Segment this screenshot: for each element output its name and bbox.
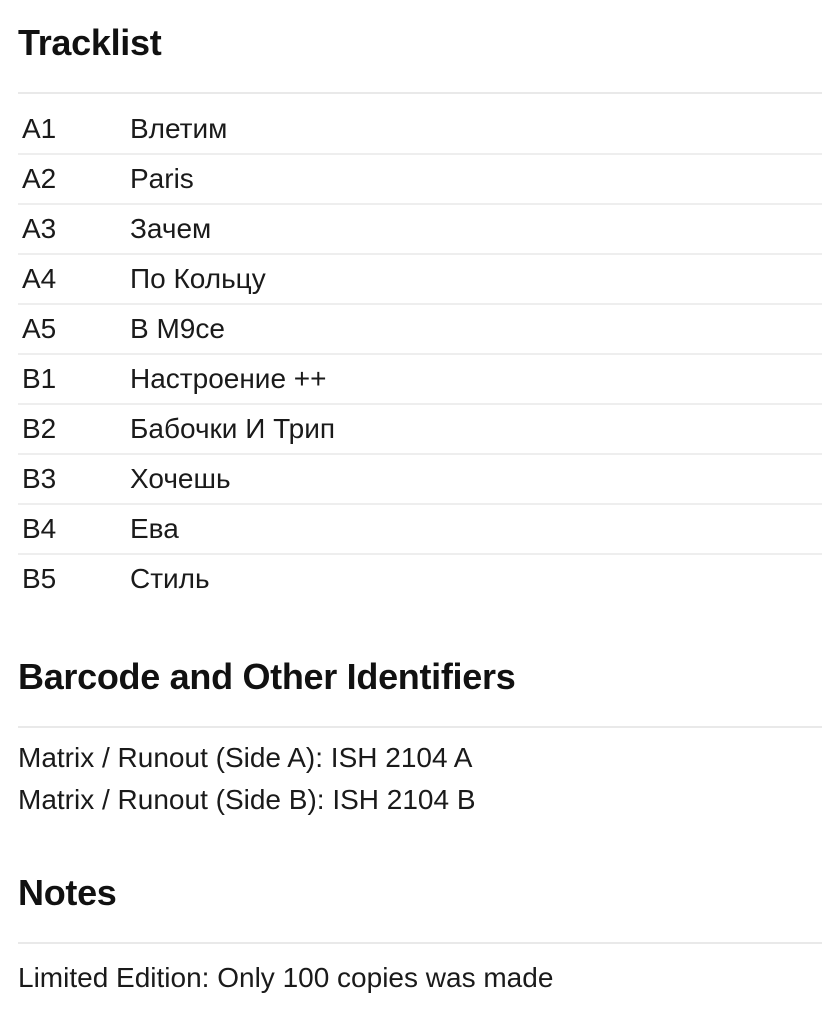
track-title[interactable]: Ева (130, 513, 179, 544)
notes-heading: Notes (18, 872, 117, 913)
barcode-heading: Barcode and Other Identifiers (18, 656, 516, 697)
identifier-list (18, 737, 822, 821)
track-position: A2 (22, 163, 57, 194)
track-position: A3 (22, 213, 57, 244)
matrix-runout-side-b: Matrix / Runout (Side B): ISH 2104 B (18, 784, 476, 815)
matrix-runout-side-a: Matrix / Runout (Side A): ISH 2104 A (18, 742, 473, 773)
track-title[interactable]: Зачем (130, 213, 212, 244)
track-title[interactable]: По Кольцу (130, 263, 266, 294)
track-position: A1 (22, 113, 57, 144)
tracklist-table (18, 105, 822, 603)
track-title[interactable]: Влетим (130, 113, 228, 144)
tracklist-divider (18, 92, 822, 94)
track-title[interactable]: Стиль (130, 563, 210, 594)
track-row[interactable] (18, 405, 822, 455)
track-position: A4 (22, 263, 57, 294)
track-position: B5 (22, 563, 57, 594)
barcode-divider (18, 726, 822, 728)
track-position: B4 (22, 513, 57, 544)
track-title[interactable]: Хочешь (130, 463, 231, 494)
track-position: B2 (22, 413, 57, 444)
track-title[interactable]: В М9се (130, 313, 225, 344)
track-row[interactable] (18, 505, 822, 555)
track-title[interactable]: Бабочки И Трип (130, 413, 336, 444)
track-title[interactable]: Paris (130, 163, 194, 194)
track-row[interactable] (18, 555, 822, 603)
notes-text: Limited Edition: Only 100 copies was made (18, 962, 554, 993)
track-row[interactable] (18, 205, 822, 255)
track-row[interactable] (18, 155, 822, 205)
track-position: B3 (22, 463, 57, 494)
track-title[interactable]: Настроение ++ (130, 363, 327, 394)
track-row[interactable] (18, 355, 822, 405)
track-row[interactable] (18, 105, 822, 155)
track-row[interactable] (18, 305, 822, 355)
track-position: A5 (22, 313, 57, 344)
notes-divider (18, 942, 822, 944)
tracklist-heading: Tracklist (18, 22, 162, 63)
track-position: B1 (22, 363, 57, 394)
track-row[interactable] (18, 255, 822, 305)
track-row[interactable] (18, 455, 822, 505)
